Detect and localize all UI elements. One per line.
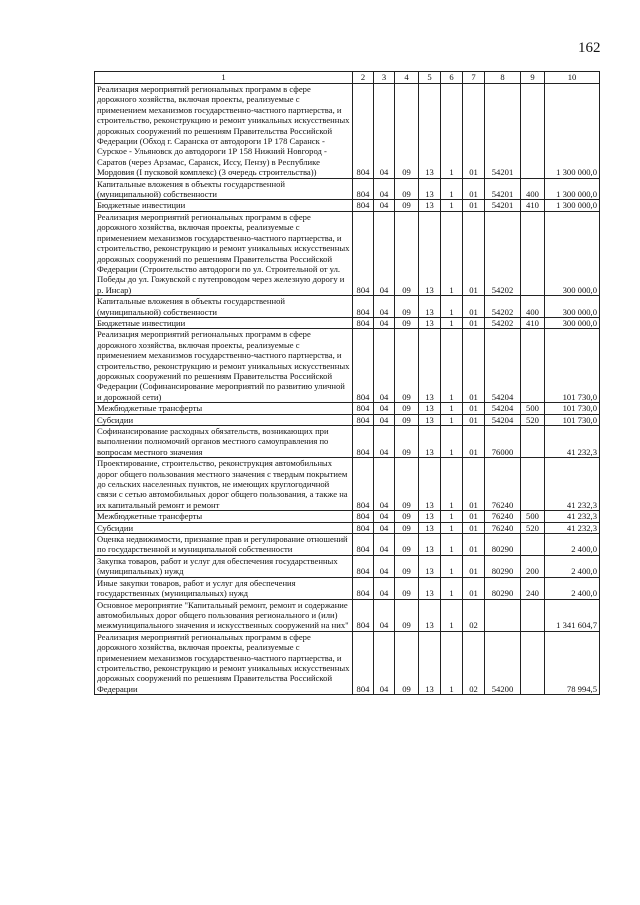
code-pr-cell: 09 <box>395 403 419 414</box>
header-cell: 7 <box>463 72 485 84</box>
code-pr-cell: 09 <box>395 329 419 403</box>
code-event-cell: 01 <box>463 211 485 295</box>
code-rz-cell: 04 <box>374 631 395 694</box>
row-name-cell: Реализация мероприятий региональных программ в сфере дорожного хозяйства, включая проекты, реализуемые с применением механизмов государственно-частного партнерства, и строительство, реконструкцию и ремонт уникальных искусственных дорожных сооружений по решениям Правительства Российской Федерации (Обход г. Саранска от автодороги 1Р 178 Саранск - Сурское - Ульяновск до автодороги 1Р 158 Нижний Новгород - Саратов (через Арзамас, Саранск, Иссу, Пензу) в Республике Мордовия (I пусковой комплекс) (3 очередь строительства)) <box>95 84 353 179</box>
code-program-cell: 13 <box>419 511 441 522</box>
code-subprogram-cell: 1 <box>441 414 463 425</box>
row-name-cell: Капитальные вложения в объекты государственной (муниципальной) собственности <box>95 178 353 200</box>
code-rz-cell: 04 <box>374 458 395 511</box>
row-name-cell: Бюджетные инвестиции <box>95 200 353 211</box>
header-cell: 4 <box>395 72 419 84</box>
code-subprogram-cell: 1 <box>441 458 463 511</box>
code-expense-type-cell <box>521 84 545 179</box>
code-event-cell: 01 <box>463 511 485 522</box>
code-subprogram-cell: 1 <box>441 211 463 295</box>
code-program-cell: 13 <box>419 534 441 556</box>
code-gr-cell: 804 <box>353 403 374 414</box>
table-row <box>95 200 600 211</box>
code-pr-cell: 09 <box>395 577 419 599</box>
code-direction-cell: 80290 <box>485 577 521 599</box>
table-row <box>95 426 600 458</box>
code-expense-type-cell: 520 <box>521 522 545 533</box>
amount-cell: 300 000,0 <box>545 211 600 295</box>
code-direction-cell: 54202 <box>485 317 521 328</box>
table-row <box>95 522 600 533</box>
code-rz-cell: 04 <box>374 84 395 179</box>
table-row <box>95 178 600 200</box>
code-program-cell: 13 <box>419 577 441 599</box>
header-cell: 3 <box>374 72 395 84</box>
amount-cell: 1 300 000,0 <box>545 84 600 179</box>
code-expense-type-cell: 200 <box>521 555 545 577</box>
code-event-cell: 01 <box>463 426 485 458</box>
row-name-cell: Бюджетные инвестиции <box>95 317 353 328</box>
code-event-cell: 01 <box>463 296 485 318</box>
code-program-cell: 13 <box>419 178 441 200</box>
code-pr-cell: 09 <box>395 426 419 458</box>
amount-cell: 101 730,0 <box>545 329 600 403</box>
row-name-cell: Реализация мероприятий региональных программ в сфере дорожного хозяйства, включая проекты, реализуемые с применением механизмов государственно-частного партнерства, и строительство, реконструкцию и ремонт уникальных искусственных дорожных сооружений по решениям Правительства Российской Федерации (Строительство автодороги по ул. Строительной от ул. Победы до ул. Гожувской с путепроводом через железную дорогу и р. Инсар) <box>95 211 353 295</box>
row-name-cell: Капитальные вложения в объекты государственной (муниципальной) собственности <box>95 296 353 318</box>
code-program-cell: 13 <box>419 329 441 403</box>
code-direction-cell: 76240 <box>485 458 521 511</box>
code-subprogram-cell: 1 <box>441 555 463 577</box>
code-subprogram-cell: 1 <box>441 577 463 599</box>
header-cell: 10 <box>545 72 600 84</box>
code-program-cell: 13 <box>419 522 441 533</box>
code-gr-cell: 804 <box>353 84 374 179</box>
code-event-cell: 01 <box>463 200 485 211</box>
code-rz-cell: 04 <box>374 534 395 556</box>
code-expense-type-cell: 410 <box>521 317 545 328</box>
table-row <box>95 414 600 425</box>
header-cell: 9 <box>521 72 545 84</box>
code-direction-cell: 76240 <box>485 522 521 533</box>
amount-cell: 41 232,3 <box>545 522 600 533</box>
code-gr-cell: 804 <box>353 211 374 295</box>
code-direction-cell: 54201 <box>485 84 521 179</box>
header-cell: 2 <box>353 72 374 84</box>
code-rz-cell: 04 <box>374 555 395 577</box>
code-expense-type-cell: 520 <box>521 414 545 425</box>
table-row <box>95 555 600 577</box>
code-direction-cell: 54202 <box>485 211 521 295</box>
code-subprogram-cell: 1 <box>441 599 463 631</box>
row-name-cell: Реализация мероприятий региональных программ в сфере дорожного хозяйства, включая проекты, реализуемые с применением механизмов государственно-частного партнерства, и строительство, реконструкцию и ремонт уникальных искусственных дорожных сооружений по решениям Правительства Российской Федерации (Софинансирование мероприятий по развитию уличной и дорожной сети) <box>95 329 353 403</box>
code-expense-type-cell <box>521 211 545 295</box>
table-row <box>95 84 600 179</box>
code-gr-cell: 804 <box>353 555 374 577</box>
row-name-cell: Межбюджетные трансферты <box>95 403 353 414</box>
code-expense-type-cell: 410 <box>521 200 545 211</box>
amount-cell: 2 400,0 <box>545 555 600 577</box>
code-direction-cell: 80290 <box>485 534 521 556</box>
code-direction-cell: 54202 <box>485 296 521 318</box>
code-direction-cell: 54200 <box>485 631 521 694</box>
amount-cell: 101 730,0 <box>545 414 600 425</box>
code-event-cell: 02 <box>463 599 485 631</box>
row-name-cell: Оценка недвижимости, признание прав и регулирование отношений по государственной и муниципальной собственности <box>95 534 353 556</box>
code-program-cell: 13 <box>419 84 441 179</box>
code-pr-cell: 09 <box>395 178 419 200</box>
code-gr-cell: 804 <box>353 631 374 694</box>
code-pr-cell: 09 <box>395 458 419 511</box>
header-cell: 5 <box>419 72 441 84</box>
page-number: 162 <box>578 40 601 56</box>
code-program-cell: 13 <box>419 555 441 577</box>
code-subprogram-cell: 1 <box>441 200 463 211</box>
code-event-cell: 01 <box>463 577 485 599</box>
code-expense-type-cell <box>521 329 545 403</box>
code-event-cell: 01 <box>463 84 485 179</box>
code-rz-cell: 04 <box>374 178 395 200</box>
code-rz-cell: 04 <box>374 599 395 631</box>
amount-cell: 2 400,0 <box>545 577 600 599</box>
table-row <box>95 631 600 694</box>
code-expense-type-cell: 500 <box>521 403 545 414</box>
table-row <box>95 296 600 318</box>
row-name-cell: Основное мероприятие "Капитальный ремонт, ремонт и содержание автомобильных дорог общего пользования регионального и (или) межмуниципального значения и искусственных сооружений на них" <box>95 599 353 631</box>
table-row <box>95 211 600 295</box>
amount-cell: 101 730,0 <box>545 403 600 414</box>
code-event-cell: 01 <box>463 534 485 556</box>
row-name-cell: Субсидии <box>95 522 353 533</box>
code-direction-cell: 54204 <box>485 414 521 425</box>
code-gr-cell: 804 <box>353 178 374 200</box>
code-subprogram-cell: 1 <box>441 631 463 694</box>
code-event-cell: 01 <box>463 403 485 414</box>
amount-cell: 1 341 604,7 <box>545 599 600 631</box>
code-expense-type-cell: 400 <box>521 178 545 200</box>
table-row <box>95 577 600 599</box>
code-gr-cell: 804 <box>353 329 374 403</box>
code-gr-cell: 804 <box>353 317 374 328</box>
code-rz-cell: 04 <box>374 511 395 522</box>
code-event-cell: 01 <box>463 522 485 533</box>
amount-cell: 300 000,0 <box>545 317 600 328</box>
header-cell: 1 <box>95 72 353 84</box>
code-event-cell: 01 <box>463 458 485 511</box>
row-name-cell: Межбюджетные трансферты <box>95 511 353 522</box>
code-rz-cell: 04 <box>374 296 395 318</box>
table-row <box>95 317 600 328</box>
code-gr-cell: 804 <box>353 599 374 631</box>
code-program-cell: 13 <box>419 317 441 328</box>
code-gr-cell: 804 <box>353 426 374 458</box>
table-row <box>95 511 600 522</box>
code-expense-type-cell: 500 <box>521 511 545 522</box>
code-subprogram-cell: 1 <box>441 178 463 200</box>
code-program-cell: 13 <box>419 426 441 458</box>
amount-cell: 41 232,3 <box>545 426 600 458</box>
code-event-cell: 02 <box>463 631 485 694</box>
code-pr-cell: 09 <box>395 534 419 556</box>
table-row <box>95 458 600 511</box>
code-direction-cell: 54204 <box>485 403 521 414</box>
code-subprogram-cell: 1 <box>441 522 463 533</box>
code-gr-cell: 804 <box>353 414 374 425</box>
amount-cell: 1 300 000,0 <box>545 178 600 200</box>
code-rz-cell: 04 <box>374 577 395 599</box>
code-pr-cell: 09 <box>395 296 419 318</box>
code-gr-cell: 804 <box>353 200 374 211</box>
code-rz-cell: 04 <box>374 426 395 458</box>
code-gr-cell: 804 <box>353 522 374 533</box>
code-pr-cell: 09 <box>395 200 419 211</box>
code-pr-cell: 09 <box>395 211 419 295</box>
code-gr-cell: 804 <box>353 296 374 318</box>
code-gr-cell: 804 <box>353 577 374 599</box>
budget-table <box>94 71 600 695</box>
code-event-cell: 01 <box>463 317 485 328</box>
amount-cell: 41 232,3 <box>545 458 600 511</box>
row-name-cell: Софинансирование расходных обязательств, возникающих при выполнении полномочий органов местного самоуправления по вопросам местного значения <box>95 426 353 458</box>
code-direction-cell: 54201 <box>485 178 521 200</box>
row-name-cell: Закупка товаров, работ и услуг для обеспечения государственных (муниципальных) нужд <box>95 555 353 577</box>
code-gr-cell: 804 <box>353 534 374 556</box>
code-program-cell: 13 <box>419 296 441 318</box>
code-subprogram-cell: 1 <box>441 84 463 179</box>
code-direction-cell: 54201 <box>485 200 521 211</box>
code-pr-cell: 09 <box>395 414 419 425</box>
code-direction-cell: 80290 <box>485 555 521 577</box>
table-row <box>95 534 600 556</box>
code-program-cell: 13 <box>419 414 441 425</box>
code-direction-cell: 54204 <box>485 329 521 403</box>
code-subprogram-cell: 1 <box>441 317 463 328</box>
code-expense-type-cell <box>521 599 545 631</box>
code-rz-cell: 04 <box>374 200 395 211</box>
code-rz-cell: 04 <box>374 211 395 295</box>
code-program-cell: 13 <box>419 211 441 295</box>
row-name-cell: Иные закупки товаров, работ и услуг для обеспечения государственных (муниципальных) нужд <box>95 577 353 599</box>
code-pr-cell: 09 <box>395 555 419 577</box>
table-row <box>95 403 600 414</box>
code-direction-cell: 76000 <box>485 426 521 458</box>
code-subprogram-cell: 1 <box>441 534 463 556</box>
code-event-cell: 01 <box>463 178 485 200</box>
code-direction-cell <box>485 599 521 631</box>
table-row <box>95 329 600 403</box>
code-subprogram-cell: 1 <box>441 511 463 522</box>
code-program-cell: 13 <box>419 631 441 694</box>
code-rz-cell: 04 <box>374 414 395 425</box>
code-expense-type-cell <box>521 631 545 694</box>
code-expense-type-cell <box>521 458 545 511</box>
header-cell: 6 <box>441 72 463 84</box>
amount-cell: 1 300 000,0 <box>545 200 600 211</box>
code-expense-type-cell <box>521 534 545 556</box>
amount-cell: 78 994,5 <box>545 631 600 694</box>
code-gr-cell: 804 <box>353 458 374 511</box>
code-program-cell: 13 <box>419 403 441 414</box>
code-program-cell: 13 <box>419 200 441 211</box>
amount-cell: 300 000,0 <box>545 296 600 318</box>
code-expense-type-cell <box>521 426 545 458</box>
amount-cell: 41 232,3 <box>545 511 600 522</box>
code-pr-cell: 09 <box>395 631 419 694</box>
code-event-cell: 01 <box>463 555 485 577</box>
code-direction-cell: 76240 <box>485 511 521 522</box>
code-subprogram-cell: 1 <box>441 403 463 414</box>
table-row <box>95 599 600 631</box>
row-name-cell: Субсидии <box>95 414 353 425</box>
code-rz-cell: 04 <box>374 329 395 403</box>
table-header-row <box>95 72 600 84</box>
code-expense-type-cell: 400 <box>521 296 545 318</box>
code-event-cell: 01 <box>463 414 485 425</box>
code-pr-cell: 09 <box>395 522 419 533</box>
code-gr-cell: 804 <box>353 511 374 522</box>
code-subprogram-cell: 1 <box>441 296 463 318</box>
code-subprogram-cell: 1 <box>441 329 463 403</box>
code-rz-cell: 04 <box>374 522 395 533</box>
code-event-cell: 01 <box>463 329 485 403</box>
header-cell: 8 <box>485 72 521 84</box>
code-pr-cell: 09 <box>395 317 419 328</box>
code-program-cell: 13 <box>419 458 441 511</box>
code-pr-cell: 09 <box>395 84 419 179</box>
amount-cell: 2 400,0 <box>545 534 600 556</box>
row-name-cell: Реализация мероприятий региональных программ в сфере дорожного хозяйства, включая проекты, реализуемые с применением механизмов государственно-частного партнерства, и строительство, реконструкцию и ремонт уникальных искусственных дорожных сооружений по решениям Правительства Российской Федерации <box>95 631 353 694</box>
row-name-cell: Проектирование, строительство, реконструкция автомобильных дорог общего пользования местного значения с твердым покрытием до сельских населенных пунктов, не имеющих круглогодичной связи с сетью автомобильных дорог общего пользования, а также на их капитальный ремонт и ремонт <box>95 458 353 511</box>
code-pr-cell: 09 <box>395 511 419 522</box>
code-rz-cell: 04 <box>374 317 395 328</box>
code-expense-type-cell: 240 <box>521 577 545 599</box>
code-rz-cell: 04 <box>374 403 395 414</box>
code-subprogram-cell: 1 <box>441 426 463 458</box>
code-pr-cell: 09 <box>395 599 419 631</box>
code-program-cell: 13 <box>419 599 441 631</box>
